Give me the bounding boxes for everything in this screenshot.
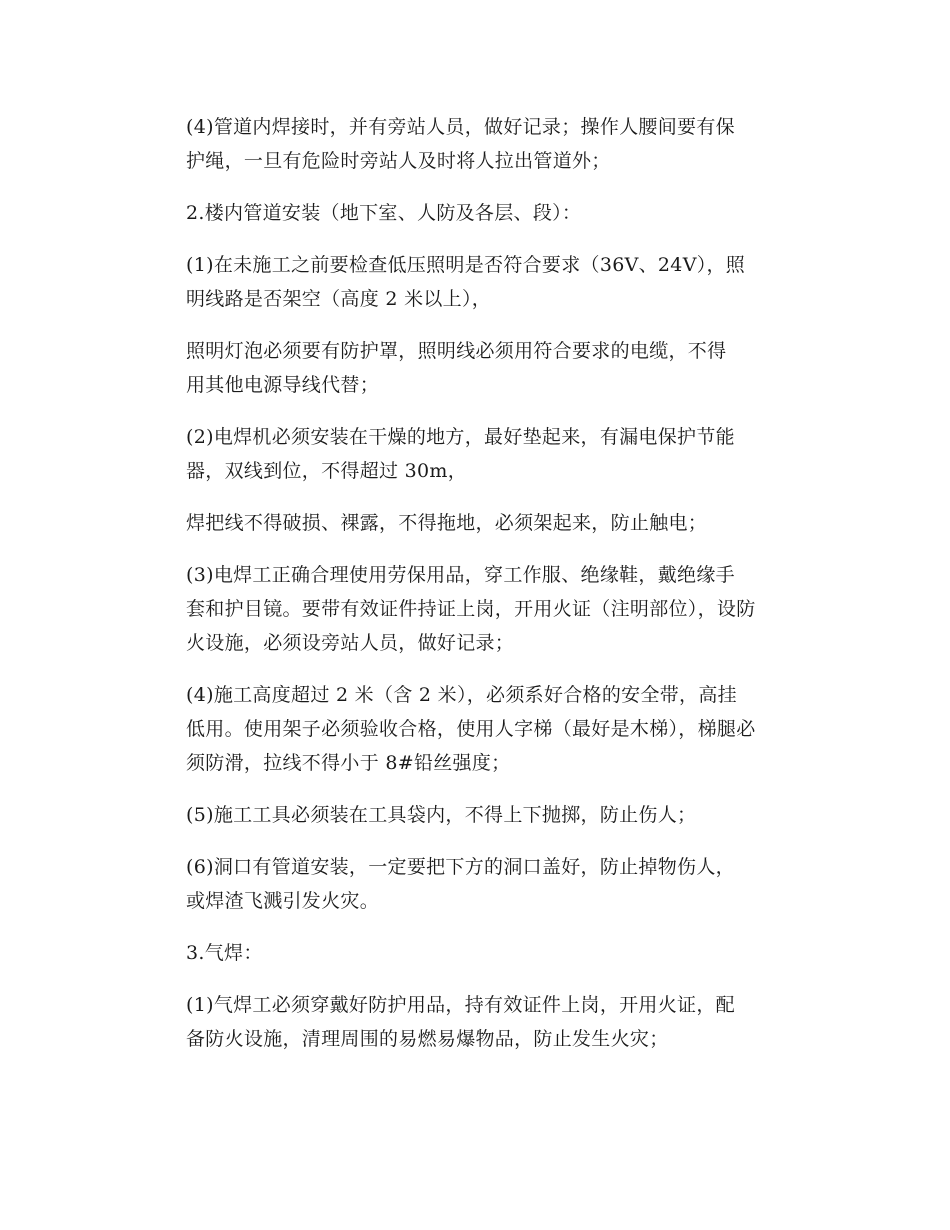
- text-line: 器，双线到位，不得超过 30m，: [186, 460, 468, 482]
- paragraph-welding-inside-pipe: [140, 110, 808, 178]
- text-line: 护绳，一旦有危险时旁站人及时将人拉出管道外；: [186, 150, 611, 172]
- paragraph-gas-welder-requirements: [140, 988, 808, 1056]
- text-line: (1)在未施工之前要检查低压照明是否符合要求（36V、24V），照: [186, 254, 746, 276]
- text-line: 火设施，必须设旁站人员，做好记录；: [186, 632, 515, 654]
- text-line: 3.气焊：: [186, 942, 263, 964]
- paragraph-welding-cable: [140, 506, 808, 540]
- text-line: (2)电焊机必须安装在干燥的地方，最好垫起来，有漏电保护节能: [186, 426, 735, 448]
- text-line: 或焊渣飞溅引发火灾。: [186, 890, 380, 912]
- paragraph-working-at-height: [140, 678, 808, 780]
- text-line: 备防火设施，清理周围的易燃易爆物品，防止发生火灾；: [186, 1028, 669, 1050]
- paragraph-tool-bag: [140, 798, 808, 832]
- text-line: 须防滑，拉线不得小于 8#铅丝强度；: [186, 752, 511, 774]
- text-line: 低用。使用架子必须验收合格，使用人字梯（最好是木梯），梯腿必: [186, 718, 756, 740]
- text-line: (3)电焊工正确合理使用劳保用品，穿工作服、绝缘鞋，戴绝缘手: [186, 564, 735, 586]
- text-line: 用其他电源导线代替；: [186, 374, 380, 396]
- text-line: (4)管道内焊接时，并有旁站人员，做好记录；操作人腰间要有保: [186, 116, 735, 138]
- text-line: 明线路是否架空（高度 2 米以上），: [186, 288, 492, 310]
- text-line: (4)施工高度超过 2 米（含 2 米），必须系好合格的安全带，高挂: [186, 684, 737, 706]
- text-line: 焊把线不得破损、裸露，不得拖地，必须架起来，防止触电；: [186, 512, 708, 534]
- text-line: 套和护目镜。要带有效证件持证上岗，开用火证（注明部位），设防: [186, 598, 756, 620]
- section-heading-gas-welding: [140, 936, 808, 970]
- document-page: [140, 110, 808, 1074]
- text-line: 2.楼内管道安装（地下室、人防及各层、段）：: [186, 202, 582, 224]
- text-line: (6)洞口有管道安装，一定要把下方的洞口盖好，防止掉物伤人，: [186, 856, 735, 878]
- paragraph-lamp-protection: [140, 334, 808, 402]
- paragraph-low-voltage-lighting: [140, 248, 808, 316]
- paragraph-opening-cover: [140, 850, 808, 918]
- paragraph-welder-protection: [140, 558, 808, 660]
- section-heading-indoor-pipe-installation: [140, 196, 808, 230]
- text-line: (5)施工工具必须装在工具袋内，不得上下抛掷，防止伤人；: [186, 804, 697, 826]
- paragraph-welding-machine: [140, 420, 808, 488]
- text-line: 照明灯泡必须要有防护罩，照明线必须用符合要求的电缆，不得: [186, 340, 727, 362]
- text-line: (1)气焊工必须穿戴好防护用品，持有效证件上岗，开用火证，配: [186, 994, 735, 1016]
